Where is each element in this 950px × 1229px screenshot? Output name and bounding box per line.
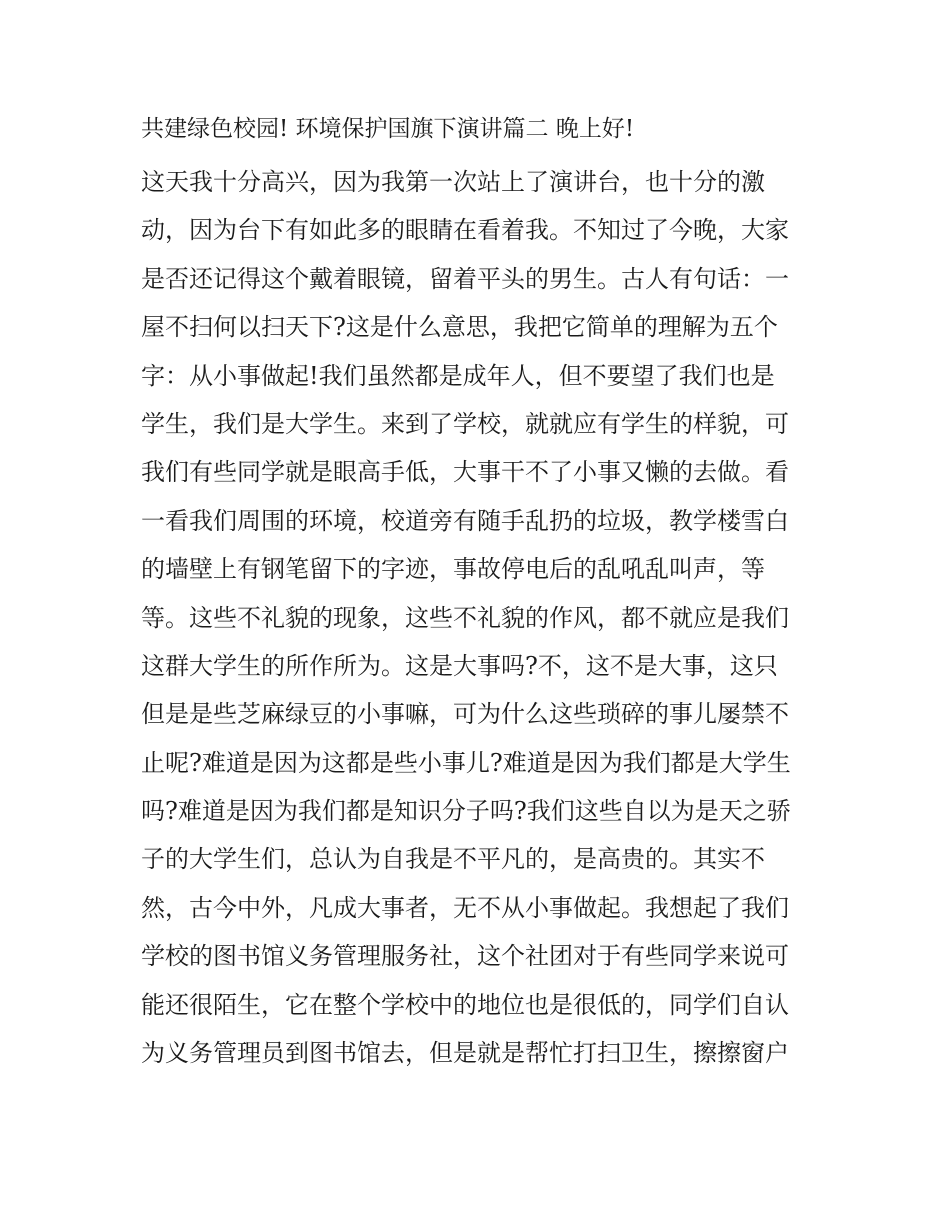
body-line: 这群大学生的所作所为。这是大事吗?不，这不是大事，这只 (141, 651, 778, 680)
body-line: 字：从小事做起!我们虽然都是成年人，但不要望了我们也是 (141, 361, 775, 390)
body-line: 为义务管理员到图书馆去，但是就是帮忙打扫卫生，擦擦窗户 (141, 1039, 789, 1068)
body-line: 等。这些不礼貌的现象，这些不礼貌的作风，都不就应是我们 (141, 603, 789, 632)
body-line: 是否还记得这个戴着眼镜，留着平头的男生。古人有句话：一 (141, 264, 789, 293)
document-title-line: 共建绿色校园! 环境保护国旗下演讲篇二 晚上好! (141, 116, 635, 142)
document-body (141, 158, 821, 1077)
body-line: 学生，我们是大学生。来到了学校，就就应有学生的样貌，可 (141, 409, 789, 438)
body-line: 但是是些芝麻绿豆的小事嘛，可为什么这些琐碎的事儿屡禁不 (141, 700, 789, 729)
body-line: 能还很陌生，它在整个学校中的地位也是很低的，同学们自认 (141, 990, 789, 1019)
body-line: 吗?难道是因为我们都是知识分子吗?我们这些自以为是天之骄 (141, 797, 791, 826)
body-line: 这天我十分高兴，因为我第一次站上了演讲台，也十分的激 (141, 168, 765, 196)
body-line: 屋不扫何以扫天下?这是什么意思，我把它简单的理解为五个 (141, 313, 778, 342)
body-line: 的墙壁上有钢笔留下的字迹，事故停电后的乱吼乱叫声，等 (141, 555, 765, 584)
body-line: 我们有些同学就是眼高手低，大事干不了小事又懒的去做。看 (141, 458, 789, 487)
body-line: 动，因为台下有如此多的眼睛在看着我。不知过了今晚，大家 (141, 216, 789, 245)
body-line: 一看我们周围的环境，校道旁有随手乱扔的垃圾，教学楼雪白 (141, 506, 789, 535)
body-line: 子的大学生们，总认为自我是不平凡的，是高贵的。其实不 (141, 845, 765, 874)
body-line: 然，古今中外，凡成大事者，无不从小事做起。我想起了我们 (141, 893, 789, 922)
body-line: 止呢?难道是因为这都是些小事儿?难道是因为我们都是大学生 (141, 748, 791, 777)
body-line: 学校的图书馆义务管理服务社，这个社团对于有些同学来说可 (141, 942, 789, 971)
